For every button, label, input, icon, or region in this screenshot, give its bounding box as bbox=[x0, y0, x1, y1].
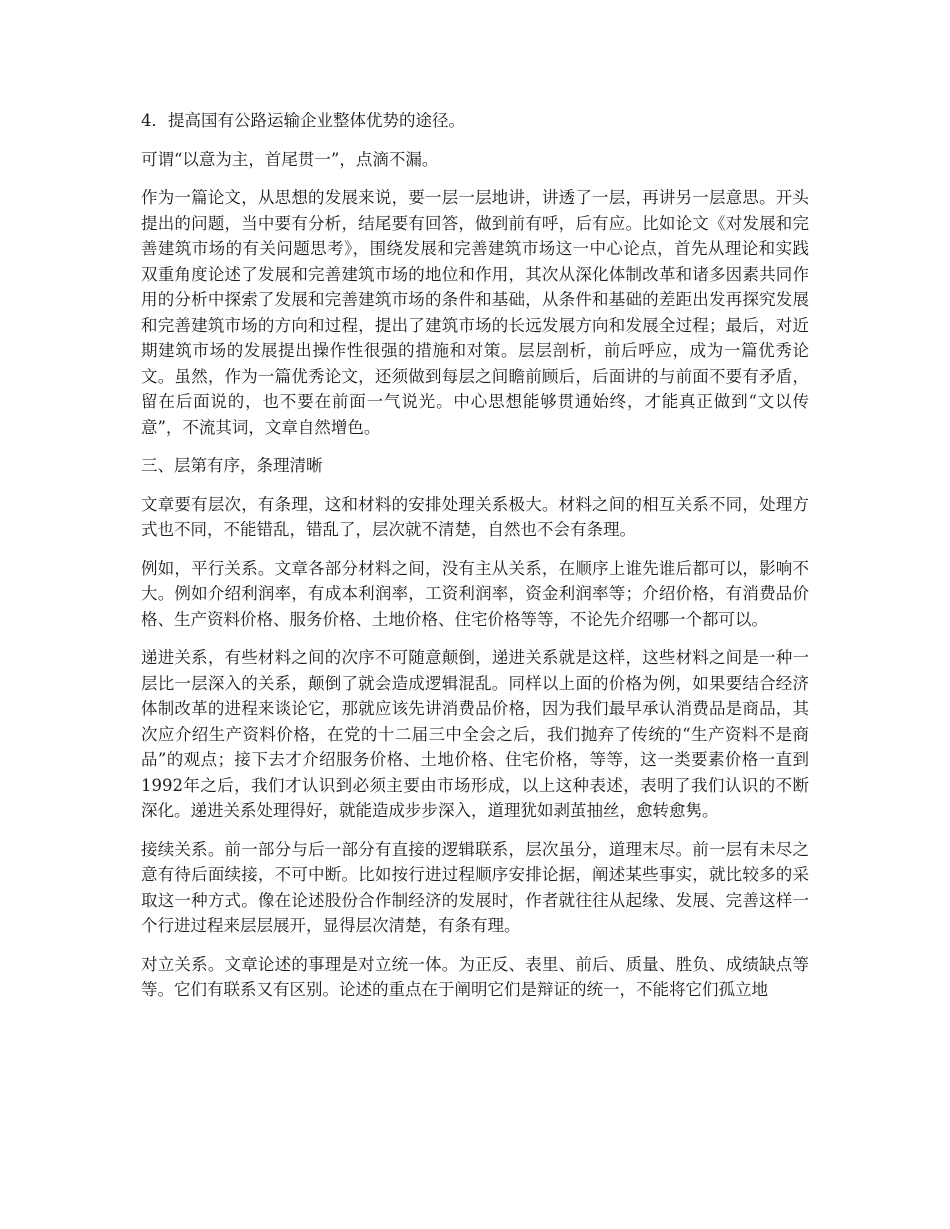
paragraph-progressive-relation: 递进关系，有些材料之间的次序不可随意颠倒，递进关系就是这样，这些材料之间是一种一层比一层深入的关系，颠倒了就会造成逻辑混乱。同样以上面的价格为例，如果要结合经济体制改革的进程来谈论它，那就应该先讲消费品价格，因为我们最早承认消费品是商品，其次应介绍生产资料价格，在党的十二届三中全会之后，我们抛弃了传统的“生产资料不是商品”的观点；接下去才介绍服务价格、土地价格、住宅价格，等等，这一类要素价格一直到1992年之后，我们才认识到必须主要由市场形成，以上这种表述，表明了我们认识的不断深化。递进关系处理得好，就能造成步步深入，道理犹如剥茧抽丝，愈转愈隽。 bbox=[141, 648, 809, 820]
document-body bbox=[141, 108, 809, 1016]
paragraph-opposition-relation: 对立关系。文章论述的事理是对立统一体。为正反、表里、前后、质量、胜负、成绩缺点等等。它们有联系又有区别。论述的重点在于阐明它们是辩证的统一，不能将它们孤立地 bbox=[141, 954, 809, 999]
paragraph-parallel-relation: 例如，平行关系。文章各部分材料之间，没有主从关系，在顺序上谁先谁后都可以，影响不大。例如介绍利润率，有成本利润率，工资利润率，资金利润率等；介绍价格，有消费品价格、生产资料价格、服务价格、土地价格、住宅价格等等，不论先介绍哪一个都可以。 bbox=[141, 558, 809, 629]
section-heading-3: 三、层第有序，条理清晰 bbox=[141, 456, 323, 475]
paragraph-section-item-4: 4．提高国有公路运输企业整体优势的途径。 bbox=[141, 111, 465, 130]
paragraph-quote-summary: 可谓“以意为主，首尾贯一”，点滴不漏。 bbox=[141, 149, 439, 169]
paragraph-structure-intro: 文章要有层次，有条理，这和材料的安排处理关系极大。材料之间的相互关系不同，处理方式也不同，不能错乱，错乱了，层次就不清楚，自然也不会有条理。 bbox=[141, 494, 809, 539]
paragraph-continuation-relation: 接续关系。前一部分与后一部分有直接的逻辑联系，层次虽分，道理末尽。前一层有未尽之意有待后面续接，不可中断。比如按行进过程顺序安排论据，阐述某些事实，就比较多的采取这一种方式。像在论述股份合作制经济的发展时，作者就往往从起缘、发展、完善这样一个行进过程来层层展开，显得层次清楚，有条有理。 bbox=[141, 839, 809, 935]
paragraph-thesis-development: 作为一篇论文，从思想的发展来说，要一层一层地讲，讲透了一层，再讲另一层意思。开头提出的问题，当中要有分析，结尾要有回答，做到前有呼，后有应。比如论文《对发展和完善建筑市场的有关问题思考》，围绕发展和完善建筑市场这一中心论点，首先从理论和实践双重角度论述了发展和完善建筑市场的地位和作用，其次从深化体制改革和诸多因素共同作用的分析中探索了发展和完善建筑市场的条件和基础，从条件和基础的差距出发再探究发展和完善建筑市场的方向和过程，提出了建筑市场的长远发展方向和发展全过程；最后，对近期建筑市场的发展提出操作性很强的措施和对策。层层剖析，前后呼应，成为一篇优秀论文。虽然，作为一篇优秀论文，还须做到每层之间瞻前顾后，后面讲的与前面不要有矛盾，留在后面说的，也不要在前面一气说光。中心思想能够贯通始终，才能真正做到“文以传意”，不流其词，文章自然增色。 bbox=[141, 188, 809, 437]
